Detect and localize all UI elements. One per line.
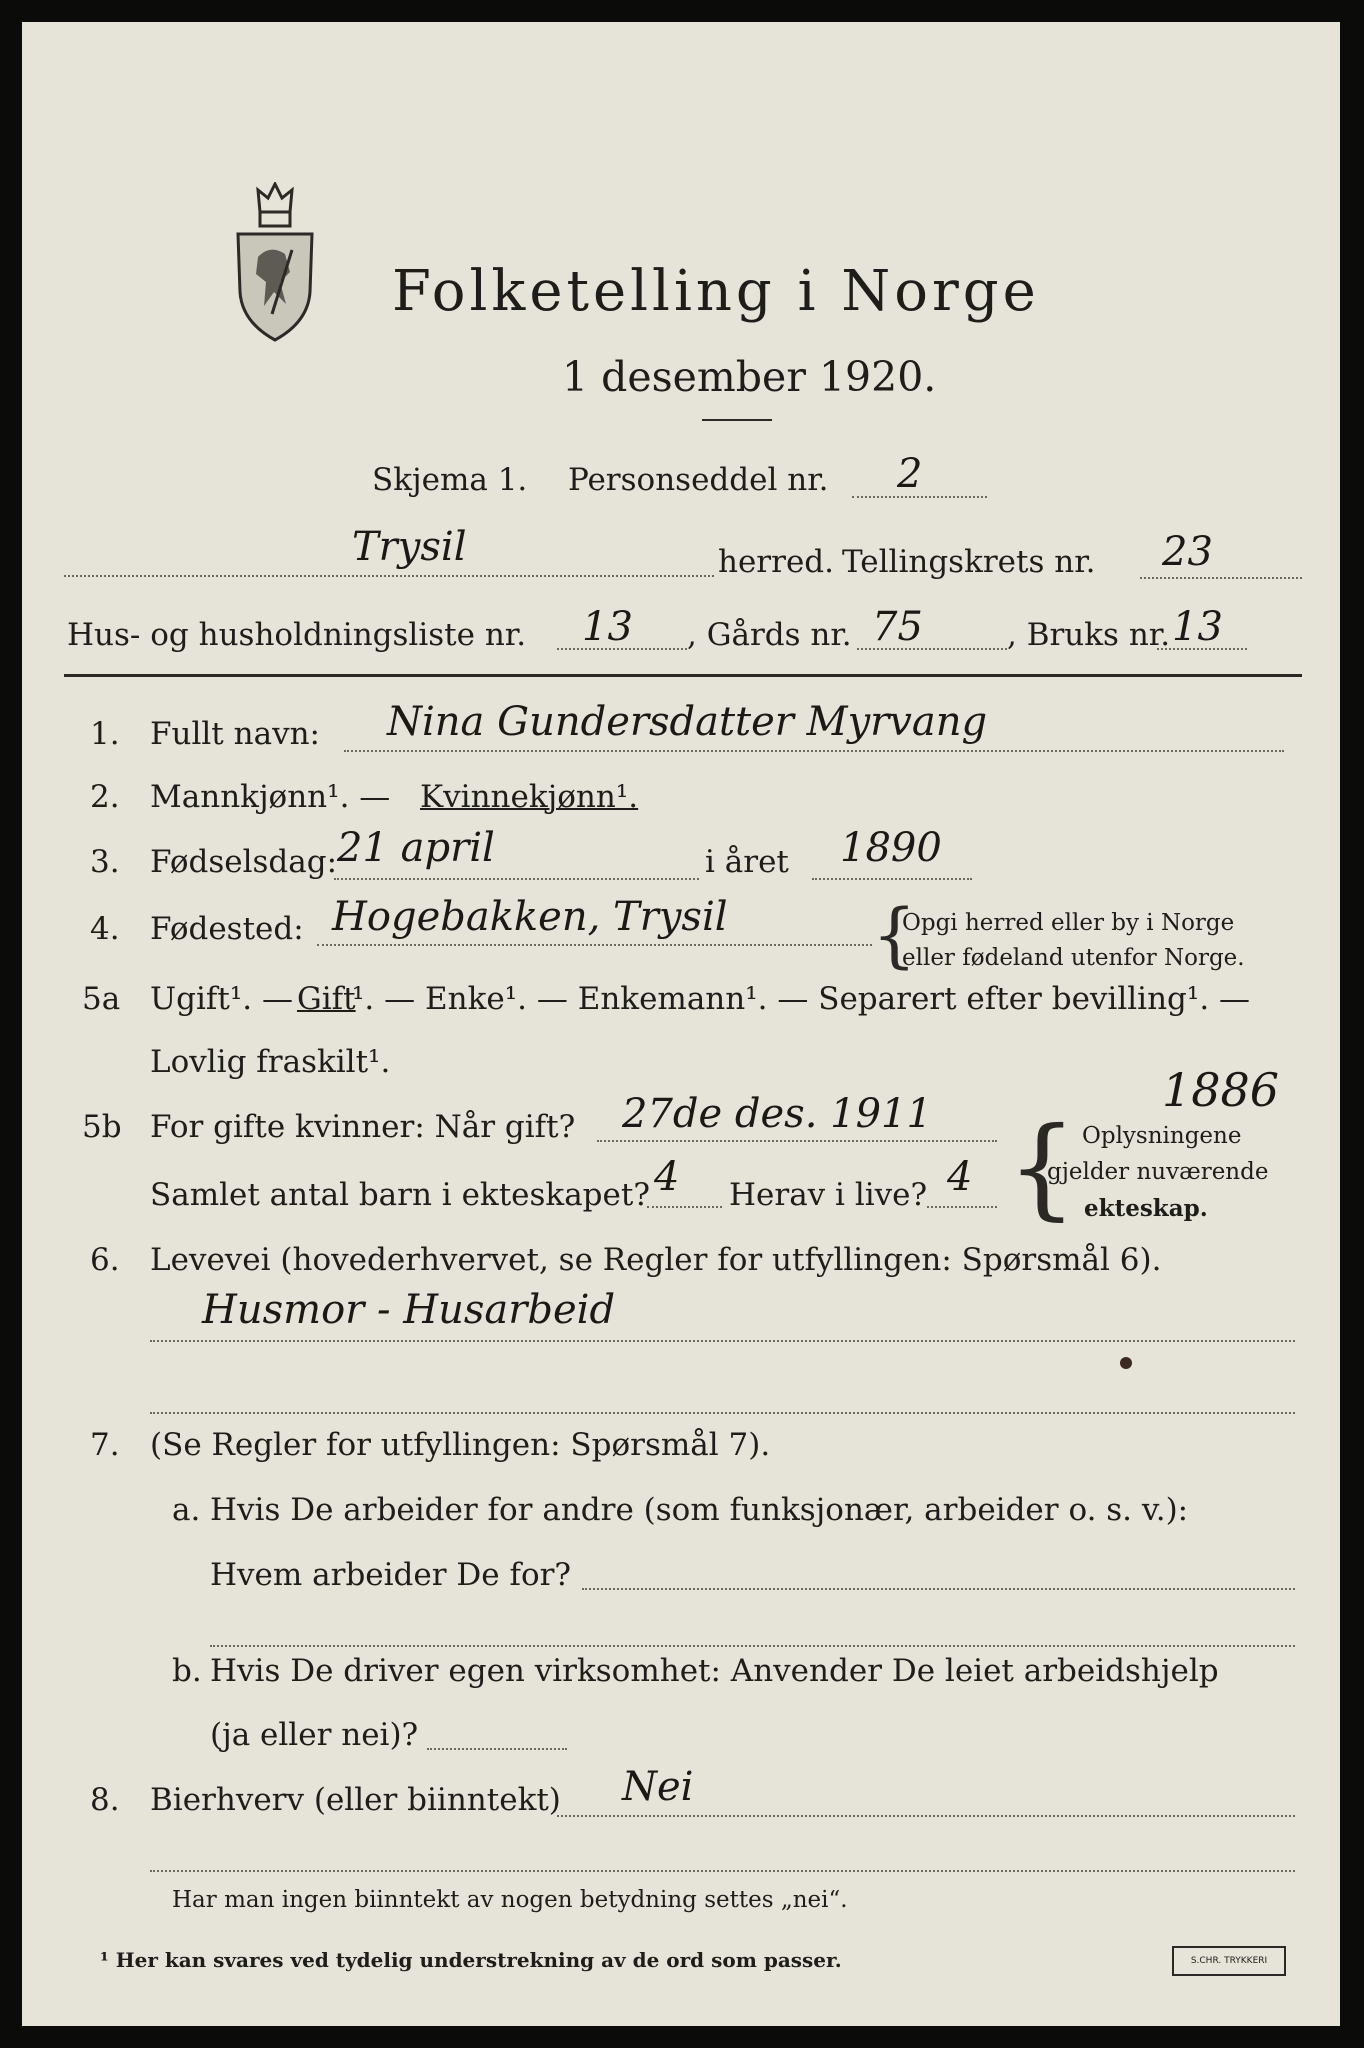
q1-line <box>344 750 1284 752</box>
q7a-who: Hvem arbeider De for? <box>210 1557 572 1593</box>
q7b-number: b. <box>172 1653 202 1689</box>
q5a-number: 5a <box>82 981 121 1017</box>
q2-female: Kvinnekjønn¹. <box>420 779 639 815</box>
q5b-line <box>597 1140 997 1142</box>
herred-value: Trysil <box>352 524 467 570</box>
q3-year-line <box>812 878 972 880</box>
bruks-label: , Bruks nr. <box>1007 617 1171 653</box>
q4-line <box>317 944 872 946</box>
q6-number: 6. <box>90 1242 120 1278</box>
q6-line-2 <box>150 1412 1295 1414</box>
census-form-page <box>22 22 1340 2026</box>
q5b-children-line <box>647 1206 722 1208</box>
q8-label: Bierhverv (eller biinntekt) <box>150 1782 561 1818</box>
q5b-alive-value: 4 <box>947 1154 973 1200</box>
q7-label: (Se Regler for utfyllingen: Spørsmål 7). <box>150 1427 771 1463</box>
personseddel-line <box>852 496 987 498</box>
q5b-note-line2: gjelder nuværende <box>1047 1159 1269 1185</box>
q4-note-line2: eller fødeland utenfor Norge. <box>902 945 1245 971</box>
q5b-value: 27de des. 1911 <box>622 1091 932 1137</box>
printer-stamp <box>1172 1946 1286 1976</box>
q3-line <box>334 878 699 880</box>
printer-stamp-text: S.CHR. TRYKKERI <box>1190 1956 1268 1966</box>
q1-value: Nina Gundersdatter Myrvang <box>387 699 988 745</box>
q5b-children-value: 4 <box>654 1154 680 1200</box>
q7b-line <box>427 1748 567 1750</box>
q4-label: Fødested: <box>150 911 304 947</box>
personseddel-label: Personseddel nr. <box>568 462 829 498</box>
q7a-line-1 <box>582 1588 1295 1590</box>
q3-label: Fødselsdag: <box>150 844 338 880</box>
q7-number: 7. <box>90 1427 120 1463</box>
ink-speck <box>1120 1357 1132 1369</box>
q5b-children-label: Samlet antal barn i ekteskapet? <box>150 1177 650 1213</box>
q4-number: 4. <box>90 911 120 947</box>
q3-value: 21 april <box>337 825 495 871</box>
q7b-yesno: (ja eller nei)? <box>210 1717 419 1753</box>
herred-label: herred. <box>718 544 834 580</box>
q3-year-value: 1890 <box>840 825 942 871</box>
q4-brace: { <box>872 894 917 976</box>
q7a-number: a. <box>172 1492 201 1528</box>
q5a-others: ¹. — Enke¹. — Enkemann¹. — Separert efter bevilling¹. — <box>352 981 1251 1017</box>
q5b-note-line3: ekteskap. <box>1084 1195 1208 1222</box>
bruks-value: 13 <box>1172 604 1223 650</box>
q2-number: 2. <box>90 779 120 815</box>
q5a-ugift: Ugift¹. — <box>150 981 293 1017</box>
q6-label: Levevei (hovederhvervet, se Regler for utfyllingen: Spørsmål 6). <box>150 1242 1162 1278</box>
q7a-line-2 <box>210 1645 1295 1647</box>
bruks-line <box>1157 648 1247 650</box>
header-rule <box>64 674 1302 677</box>
q5b-note-line1: Oplysningene <box>1082 1123 1242 1149</box>
q1-number: 1. <box>90 716 120 752</box>
q8-line-2 <box>150 1870 1295 1872</box>
q3-year-label: i året <box>705 844 789 880</box>
q6-value: Husmor - Husarbeid <box>202 1287 616 1333</box>
tellingskrets-value: 23 <box>1162 529 1213 575</box>
form-date: 1 desember 1920. <box>562 353 937 401</box>
norwegian-coat-of-arms-icon <box>230 182 320 342</box>
gards-line <box>857 648 1007 650</box>
skjema-label: Skjema 1. <box>372 462 528 498</box>
q3-number: 3. <box>90 844 120 880</box>
q5b-number: 5b <box>82 1109 122 1145</box>
q5b-alive-label: Herav i live? <box>729 1177 928 1213</box>
q5b-brace: { <box>1007 1103 1077 1231</box>
footer-note: Har man ingen biinntekt av nogen betydning settes „nei“. <box>172 1887 848 1913</box>
q8-value: Nei <box>622 1764 694 1810</box>
q7b-question: Hvis De driver egen virksomhet: Anvender De leiet arbeidshjelp <box>210 1653 1219 1689</box>
q2-male: Mannkjønn¹. — <box>150 779 391 815</box>
form-title: Folketelling i Norge <box>392 259 1040 324</box>
q7a-question: Hvis De arbeider for andre (som funksjonær, arbeider o. s. v.): <box>210 1492 1189 1528</box>
gards-value: 75 <box>872 604 923 650</box>
q4-value: Hogebakken, Trysil <box>332 894 728 940</box>
q5b-alive-line <box>927 1206 997 1208</box>
tellingskrets-label: Tellingskrets nr. <box>842 544 1096 580</box>
hus-line <box>557 648 687 650</box>
q8-number: 8. <box>90 1782 120 1818</box>
q5b-margin-note: 1886 <box>1162 1063 1280 1117</box>
q6-line-1 <box>150 1340 1295 1342</box>
footnote: ¹ Her kan svares ved tydelig understrekning av de ord som passer. <box>100 1948 842 1972</box>
q1-label: Fullt navn: <box>150 716 320 752</box>
hus-label: Hus- og husholdningsliste nr. <box>67 617 527 653</box>
gards-label: , Gårds nr. <box>687 617 852 653</box>
tellingskrets-line <box>1140 577 1302 579</box>
title-divider <box>702 419 772 421</box>
personseddel-value: 2 <box>897 451 923 497</box>
q5a-gift: Gift <box>297 981 356 1017</box>
hus-value: 13 <box>582 604 633 650</box>
q4-note-line1: Opgi herred eller by i Norge <box>902 910 1235 936</box>
q5b-label: For gifte kvinner: Når gift? <box>150 1109 576 1145</box>
q8-line-1 <box>557 1815 1295 1817</box>
herred-line <box>64 575 714 577</box>
q5a-fraskilt: Lovlig fraskilt¹. <box>150 1044 391 1080</box>
